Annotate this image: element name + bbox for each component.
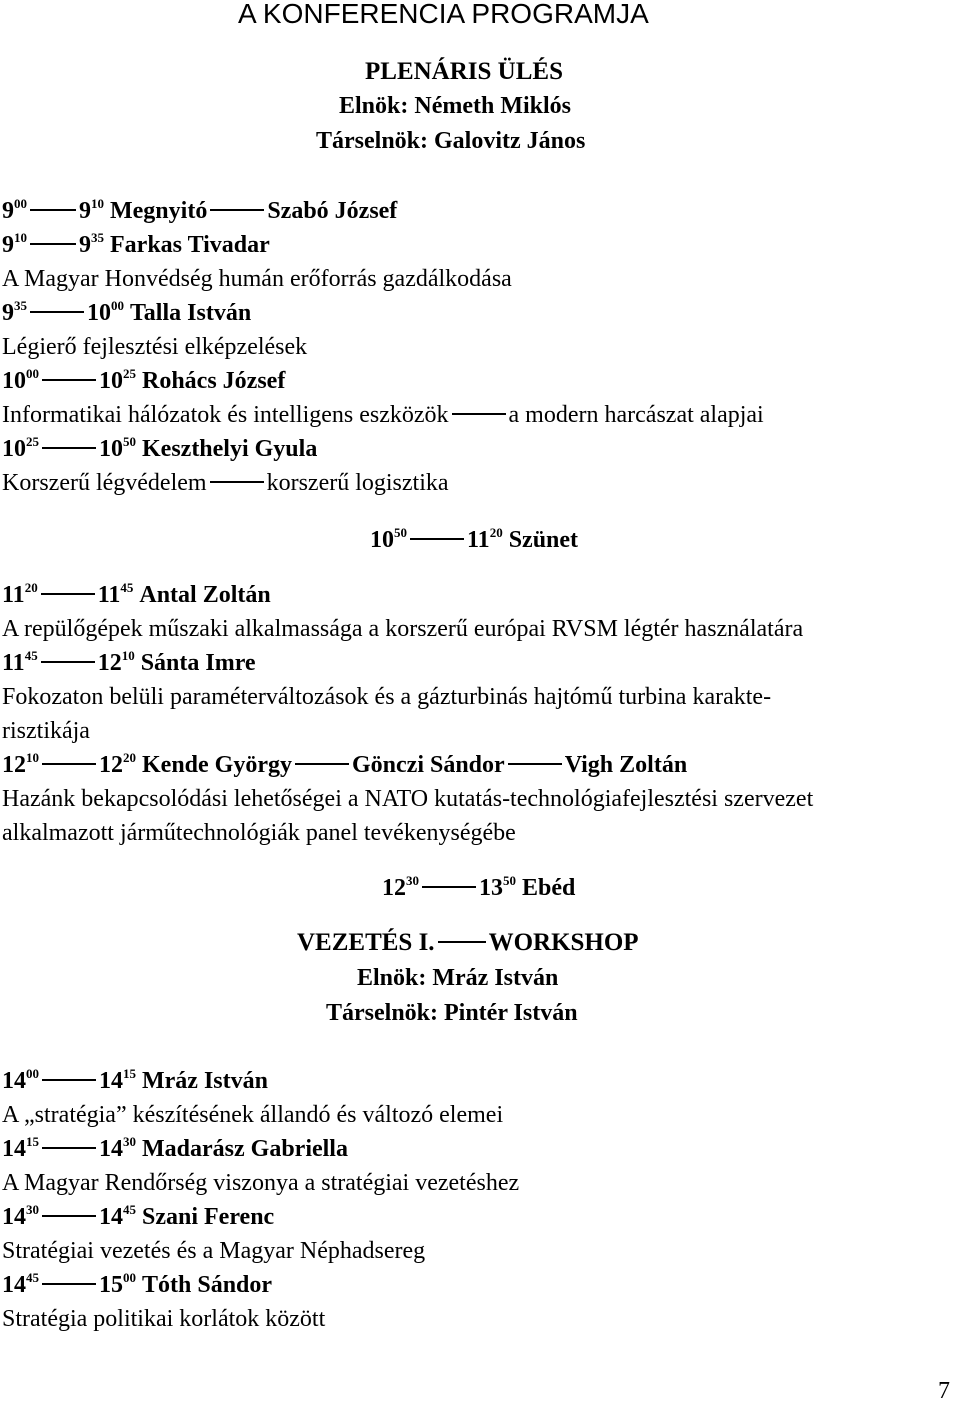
speaker-name: Vigh Zoltán bbox=[564, 752, 688, 778]
schedule-line: $14^{30}$ $14^{45}$ Szani Ferenc bbox=[2, 1202, 275, 1230]
schedule-line: $10^{00}$ $10^{25}$ Rohács József bbox=[2, 366, 286, 394]
schedule-line: $10^{25}$ $10^{50}$ Keszthelyi Gyula bbox=[2, 434, 318, 462]
talk-title: Légierő fejlesztési elképzelések bbox=[2, 334, 308, 360]
talk-title: Informatikai hálózatok és intelligens eszközök a modern harcászat alapjai bbox=[2, 402, 764, 428]
lunch-line: $12^{30}$ $13^{50}$ Ebéd bbox=[382, 873, 576, 901]
talk-title-continued: risztikája bbox=[2, 718, 90, 744]
workshop-heading: VEZETÉS I. WORKSHOP bbox=[297, 929, 639, 956]
break-line: $10^{50}$ $11^{20}$ Szünet bbox=[370, 525, 579, 553]
talk-title: A Magyar Honvédség humán erőforrás gazdálkodása bbox=[2, 266, 512, 292]
talk-title-continued: alkalmazott járműtechnológiák panel tevékenységébe bbox=[2, 820, 516, 846]
talk-title: Stratégiai vezetés és a Magyar Néphadsereg bbox=[2, 1238, 426, 1264]
page-number: 7 bbox=[938, 1378, 950, 1404]
talk-title: Hazánk bekapcsolódási lehetőségei a NATO kutatás-technológiafejlesztési szervezet bbox=[2, 786, 814, 812]
speaker-name: Keszthelyi Gyula bbox=[142, 436, 318, 462]
schedule-line: $14^{15}$ $14^{30}$ Madarász Gabriella bbox=[2, 1134, 348, 1162]
speaker-name: Mráz István bbox=[142, 1068, 268, 1094]
talk-title: Stratégia politikai korlátok között bbox=[2, 1306, 326, 1332]
schedule-line: $11^{20}$ $11^{45}$ Antal Zoltán bbox=[2, 580, 271, 608]
schedule-line: $9^{10}$ $9^{35}$ Farkas Tivadar bbox=[2, 230, 270, 258]
talk-title: A repülőgépek műszaki alkalmassága a korszerű európai RVSM légtér használatára bbox=[2, 616, 804, 642]
workshop-cochair: Társelnök: Pintér István bbox=[326, 1000, 578, 1026]
schedule-line: $9^{35}$ $10^{00}$ Talla István bbox=[2, 298, 252, 326]
plenary-chair: Elnök: Németh Miklós bbox=[339, 93, 572, 119]
talk-title: Korszerű légvédelem korszerű logisztika bbox=[2, 470, 449, 496]
speaker-name: Antal Zoltán bbox=[139, 582, 271, 608]
speaker-name: Gönczi Sándor bbox=[352, 752, 505, 778]
plenary-heading: PLENÁRIS ÜLÉS bbox=[365, 58, 563, 85]
schedule-line: $11^{45}$ $12^{10}$ Sánta Imre bbox=[2, 648, 256, 676]
speaker-name: Kende György bbox=[142, 752, 292, 778]
workshop-chair: Elnök: Mráz István bbox=[357, 965, 559, 991]
session-title: Megnyitó bbox=[110, 198, 208, 224]
schedule-line: $9^{00}$ $9^{10}$ Megnyitó Szabó József bbox=[2, 196, 398, 224]
page-title: A KONFERENCIA PROGRAMJA bbox=[238, 0, 649, 29]
speaker-name: Farkas Tivadar bbox=[110, 232, 270, 258]
speaker-name: Szani Ferenc bbox=[142, 1204, 275, 1230]
schedule-line: $14^{45}$ $15^{00}$ Tóth Sándor bbox=[2, 1270, 273, 1298]
speaker-name: Rohács József bbox=[142, 368, 286, 394]
speaker-name: Talla István bbox=[130, 300, 252, 326]
plenary-cochair: Társelnök: Galovitz János bbox=[316, 128, 586, 154]
speaker-name: Madarász Gabriella bbox=[142, 1136, 348, 1162]
speaker-name: Sánta Imre bbox=[140, 650, 256, 676]
talk-title: A „stratégia” készítésének állandó és változó elemei bbox=[2, 1102, 504, 1128]
schedule-line: $14^{00}$ $14^{15}$ Mráz István bbox=[2, 1066, 268, 1094]
talk-title: A Magyar Rendőrség viszonya a stratégiai vezetéshez bbox=[2, 1170, 520, 1196]
talk-title: Fokozaton belüli paraméterváltozások és a gázturbinás hajtómű turbina karakte- bbox=[2, 684, 772, 710]
schedule-line: $12^{10}$ $12^{20}$ Kende György Gönczi Sándor Vigh Zoltán bbox=[2, 750, 688, 778]
speaker-name: Tóth Sándor bbox=[142, 1272, 273, 1298]
speaker-name: Szabó József bbox=[267, 198, 398, 224]
